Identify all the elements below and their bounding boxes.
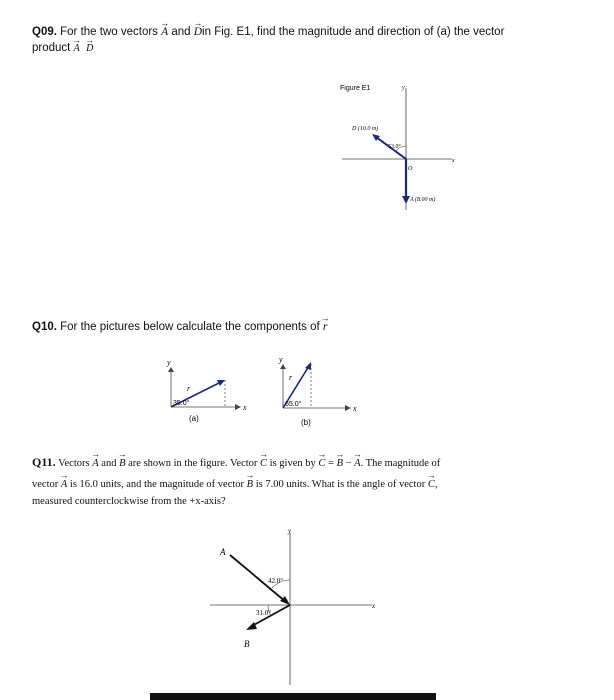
- q10a-r-label: r: [187, 384, 191, 393]
- q10-figure-b: [275, 352, 375, 432]
- q11-figure: [200, 525, 390, 690]
- q11-line-2: [32, 476, 592, 493]
- q11-y-label: y: [288, 527, 292, 535]
- q11-l2-vector-a: → A: [61, 476, 67, 493]
- q10a-y-label: y: [167, 358, 171, 367]
- bottom-bar: [150, 693, 436, 700]
- q10a-x-label: x: [243, 403, 247, 412]
- q11-l2b: is 16.0 units, and the magnitude of vector: [67, 479, 247, 490]
- q10b-x-label: x: [353, 404, 357, 413]
- q09-product-a: → A: [74, 41, 80, 57]
- q11-angle-a: 42.0°: [268, 577, 284, 585]
- q10b-y-label: y: [279, 355, 283, 364]
- q10a-caption: (a): [189, 414, 199, 423]
- q11-vector-b: → B: [119, 455, 125, 472]
- q11-vector-a: → A: [92, 455, 98, 472]
- q11-l2-vector-b: → B: [247, 476, 253, 493]
- q10b-y-arrowhead: [280, 364, 286, 369]
- figure-e1-angle: 53.0°: [388, 144, 401, 150]
- q09-text-a: For the two vectors: [60, 26, 162, 38]
- q09-line2-text: product: [32, 42, 74, 54]
- q11-vector-c: → C: [260, 455, 267, 472]
- q10a-angle: 35.0°: [173, 400, 190, 407]
- q11-a-label: A: [220, 547, 226, 557]
- q11-eq-c: → C: [318, 455, 325, 472]
- vector-a-head: [402, 196, 410, 204]
- figure-e1-y-label: y: [402, 85, 405, 91]
- q11-t1: Vectors: [55, 458, 93, 469]
- q11-eq-a: → A: [354, 455, 360, 472]
- q10b-angle: 65.0°: [285, 401, 302, 408]
- q09-text-c: in Fig. E1, find the magnitude and direction of (a) the vector: [202, 26, 505, 38]
- figure-e1-x-label: x: [452, 158, 455, 164]
- q09-number: Q09.: [32, 26, 57, 38]
- q11-line-3: measured counterclockwise from the +x-axis?: [32, 496, 226, 507]
- q11-b-label: B: [244, 639, 250, 649]
- q11-t5: . The magnitude of: [360, 458, 441, 469]
- q09-vector-d: → D: [194, 24, 202, 40]
- q09-line-2: [32, 40, 592, 57]
- q10a-x-arrowhead: [235, 404, 241, 410]
- q10b-caption: (b): [301, 418, 311, 427]
- question-q10: [32, 319, 592, 335]
- q11-t3: are shown in the figure. Vector: [125, 458, 261, 469]
- question-q11: [32, 454, 592, 510]
- q11-eq-eq: =: [325, 458, 337, 469]
- figure-e1: [330, 80, 470, 220]
- q09-product-d: → D: [86, 41, 93, 57]
- q11-l2d: ,: [434, 479, 438, 490]
- q10-vector-r: → r: [323, 319, 327, 335]
- q11-t4: is given by: [267, 458, 319, 469]
- q10b-x-arrowhead: [345, 405, 351, 411]
- q11-line-1: [32, 454, 592, 472]
- vector-a-label: A (8.00 m): [410, 197, 436, 203]
- q09-line-1: [32, 24, 592, 40]
- q09-text-b: and: [168, 26, 194, 38]
- figure-e1-caption: Figure E1: [340, 85, 371, 92]
- q10-figure-a: [155, 355, 255, 430]
- q11-l2a: vector: [32, 479, 61, 490]
- q11-eq-minus: −: [343, 458, 355, 469]
- q11-number: Q11.: [32, 455, 56, 469]
- q10-number: Q10.: [32, 321, 57, 333]
- q11-x-label: x: [372, 602, 376, 610]
- figure-e1-origin: O: [408, 166, 413, 172]
- q11-l2-vector-c: → C: [428, 476, 435, 493]
- q11-angle-b: 31.0°: [256, 609, 272, 617]
- q09-vector-a: → A: [161, 24, 168, 40]
- q11-l2c: is 7.00 units. What is the angle of vector: [253, 479, 428, 490]
- q10a-y-arrowhead: [168, 367, 174, 372]
- question-q09: [32, 24, 592, 57]
- q11-t2: and: [98, 458, 120, 469]
- q11-eq-b: → B: [337, 455, 343, 472]
- q10-text: For the pictures below calculate the components of: [56, 321, 323, 333]
- vector-d-label: D (10.0 m): [352, 126, 379, 132]
- q10b-r-label: r: [289, 373, 293, 382]
- q10b-vector-head: [305, 362, 311, 370]
